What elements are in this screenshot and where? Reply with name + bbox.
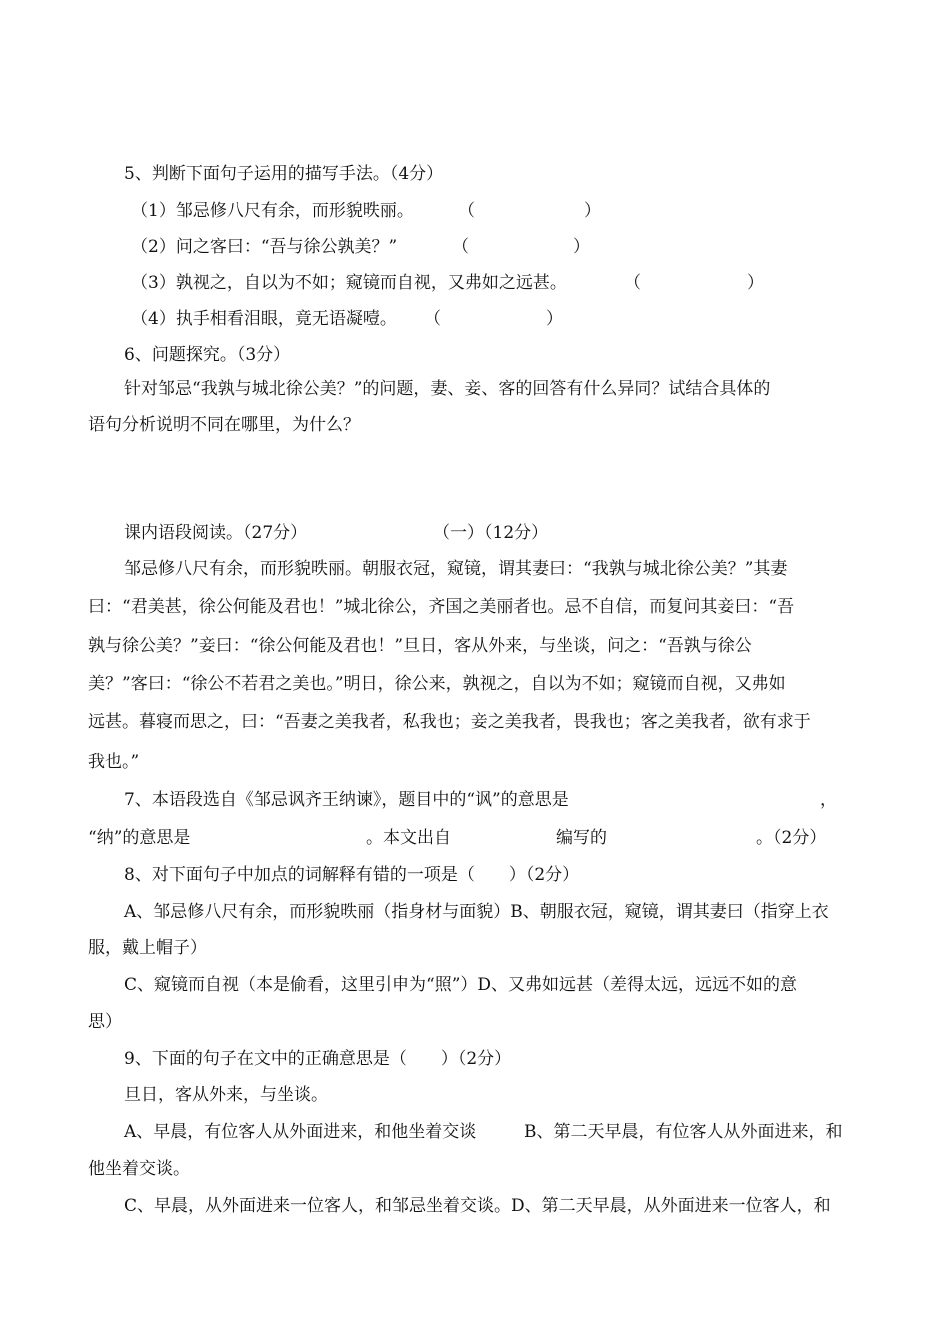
q8-options-ab-line-2: 服，戴上帽子） [88,938,207,958]
passage-line-5: 远甚。暮寝而思之，曰：“吾妻之美我者，私我也；妾之美我者，畏我也；客之美我者，欲有求于 [88,712,811,732]
q5-item-2-answer-open[interactable]: （ [452,237,469,257]
q8-options-cd-line-2: 思） [88,1012,122,1032]
q5-item-4-text: （4）执手相看泪眼，竟无语凝噎。 [131,309,397,329]
passage-line-1: 邹忌修八尺有余，而形貌昳丽。朝服衣冠，窥镜，谓其妻曰：“我孰与城北徐公美？”其妻 [124,559,788,579]
q9-option-b-line-1: B、第二天早晨，有位客人从外面进来，和 [524,1122,843,1142]
passage-line-2: 曰：“君美甚，徐公何能及君也！”城北徐公，齐国之美丽者也。忌不自信，而复问其妾曰：“吾 [88,597,795,617]
q5-item-1-answer-close: ） [584,201,601,221]
section-heading: 课内语段阅读。（27分） [124,523,308,543]
q5-item-3-answer-close: ） [747,273,764,293]
q7-line-1-end: ， [820,790,837,810]
q7-line-2-c: 编写的 [556,828,607,848]
passage-line-6: 我也。” [88,752,140,772]
q5-item-3-answer-open[interactable]: （ [624,273,641,293]
q7-line-2-d: 。（2分） [756,828,827,848]
q5-item-4-answer-close: ） [546,309,563,329]
q7-line-2-b: 。本文出自 [366,828,451,848]
q6-title: 6、问题探究。（3分） [124,345,291,365]
q8-title: 8、对下面句子中加点的词解释有错的一项是（ ）（2分） [124,865,580,885]
q9-option-b-line-2: 他坐着交谈。 [88,1159,190,1179]
q5-item-2-text: （2）问之客曰：“吾与徐公孰美？” [131,237,398,257]
q9-option-a: A、早晨，有位客人从外面进来，和他坐着交谈 [124,1122,477,1142]
q5-title: 5、判断下面句子运用的描写手法。（4分） [124,164,444,184]
q5-item-1 [131,199,414,223]
q5-item-1-text: （1）邹忌修八尺有余，而形貌昳丽。 [131,201,414,221]
q5-item-2-answer-close: ） [573,237,590,257]
q9-options-cd: C、早晨，从外面进来一位客人，和邹忌坐着交谈。D、第二天早晨，从外面进来一位客人，和 [124,1196,831,1216]
q8-options-cd-line-1: C、窥镜而自视（本是偷看，这里引申为“照”）D、又弗如远甚（差得太远，远远不如的意 [124,975,798,995]
q6-body-line-2: 语句分析说明不同在哪里，为什么？ [88,415,360,435]
section-subheading: （一）（12分） [433,523,549,543]
q8-options-ab-line-1: A、邹忌修八尺有余，而形貌昳丽（指身材与面貌）B、朝服衣冠，窥镜，谓其妻曰（指穿上衣 [124,902,829,922]
passage-line-3: 孰与徐公美？”妾曰：“徐公何能及君也！”旦日，客从外来，与坐谈，问之：“吾孰与徐公 [88,636,752,656]
q5-item-1-answer-open[interactable]: （ [458,201,475,221]
q5-item-3-text: （3）孰视之，自以为不如；窥镜而自视，又弗如之远甚。 [131,273,567,293]
q6-body-line-1: 针对邹忌“我孰与城北徐公美？”的问题，妻、妾、客的回答有什么异同？试结合具体的 [124,379,771,399]
q9-title: 9、下面的句子在文中的正确意思是（ ）（2分） [124,1049,512,1069]
passage-line-4: 美？”客曰：“徐公不若君之美也。”明日，徐公来，孰视之，自以为不如；窥镜而自视，又弗如 [88,674,786,694]
q7-line-2-a: “纳”的意思是 [88,828,191,848]
q5-item-4-answer-open[interactable]: （ [424,309,441,329]
q7-line-1: 7、本语段选自《邹忌讽齐王纳谏》，题目中的“讽”的意思是 [124,790,569,810]
q9-sentence: 旦日，客从外来，与坐谈。 [124,1085,328,1105]
